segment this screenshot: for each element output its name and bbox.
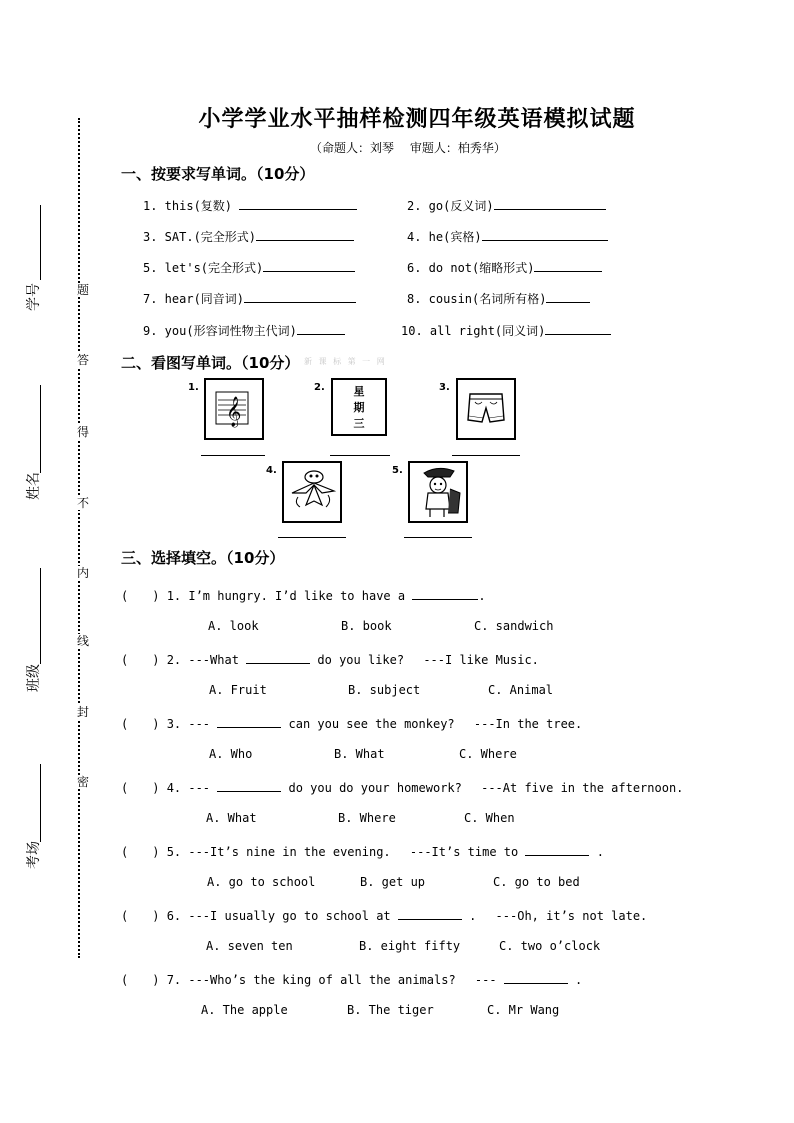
shorts-icon <box>456 378 516 440</box>
s1-item: 8. cousin(名词所有格) <box>407 290 590 307</box>
picture-answer-line[interactable] <box>404 537 472 538</box>
section-1-heading: 一、按要求写单词。（10分） <box>121 165 315 183</box>
answer-blank[interactable] <box>244 290 356 303</box>
answer-blank[interactable] <box>504 971 568 984</box>
section-3-heading: 三、选择填空。（10分） <box>121 549 285 567</box>
seal-char: 得 <box>76 425 89 439</box>
class-blank[interactable] <box>40 568 41 664</box>
question-row: ( ) 2. ---What do you like? ---I like Music. <box>121 653 539 667</box>
option[interactable]: C. two o’clock <box>499 939 601 953</box>
name-label: 姓名 <box>26 472 42 500</box>
name-blank[interactable] <box>40 385 41 473</box>
answer-blank[interactable] <box>217 715 281 728</box>
binding-dotted-line <box>78 118 80 958</box>
answer-blank[interactable] <box>263 259 355 272</box>
option[interactable]: C. Animal <box>488 683 554 697</box>
picture-number: 5. <box>392 465 403 476</box>
answer-blank[interactable] <box>482 228 608 241</box>
seal-char: 封 <box>76 705 89 719</box>
picture-answer-line[interactable] <box>201 455 265 456</box>
answer-paren[interactable]: ( ) <box>121 781 160 795</box>
option[interactable]: C. Where <box>459 747 517 761</box>
picture-answer-line[interactable] <box>452 455 520 456</box>
calendar-text: 期 <box>353 401 365 414</box>
option[interactable]: A. seven ten <box>206 939 293 953</box>
s1-item: 7. hear(同音词) <box>143 290 356 307</box>
option[interactable]: A. Who <box>209 747 253 761</box>
option[interactable]: A. look <box>208 619 259 633</box>
boy-with-hat-icon <box>408 461 468 523</box>
seal-char: 密 <box>76 775 89 789</box>
picture-answer-line[interactable] <box>278 537 346 538</box>
picture-number: 2. <box>314 382 325 393</box>
picture-number: 3. <box>439 382 450 393</box>
answer-blank[interactable] <box>545 322 611 335</box>
answer-blank[interactable] <box>217 779 281 792</box>
option[interactable]: B. subject <box>348 683 421 697</box>
option[interactable]: B. get up <box>360 875 426 889</box>
option[interactable]: A. Fruit <box>209 683 267 697</box>
answer-blank[interactable] <box>256 228 354 241</box>
student-id-label: 学号 <box>26 283 42 311</box>
option[interactable]: A. go to school <box>207 875 316 889</box>
option[interactable]: C. When <box>464 811 515 825</box>
s1-item: 10. all right(同义词) <box>401 322 611 339</box>
option[interactable]: B. eight fifty <box>359 939 461 953</box>
answer-blank[interactable] <box>398 907 462 920</box>
option[interactable]: A. What <box>206 811 257 825</box>
class-label: 班级 <box>26 664 42 692</box>
s1-item: 6. do not(缩略形式) <box>407 259 602 276</box>
exam-room-label: 考场 <box>26 841 42 869</box>
s1-item: 4. he(宾格) <box>407 228 608 245</box>
calendar-text: 三 <box>353 417 365 430</box>
s1-item: 1. this(复数) <box>143 197 357 214</box>
answer-paren[interactable]: ( ) <box>121 973 160 987</box>
question-row: ( ) 1. I’m hungry. I’d like to have a . <box>121 589 486 603</box>
option[interactable]: B. What <box>334 747 385 761</box>
answer-paren[interactable]: ( ) <box>121 589 160 603</box>
seal-char: 题 <box>76 283 89 297</box>
answer-blank[interactable] <box>239 197 357 210</box>
kite-icon <box>282 461 342 523</box>
page-title: 小学学业水平抽样检测四年级英语模拟试题 <box>198 107 636 132</box>
question-row: ( ) 7. ---Who’s the king of all the animals? --- . <box>121 973 583 987</box>
answer-blank[interactable] <box>297 322 345 335</box>
student-id-blank[interactable] <box>40 205 41 280</box>
answer-paren[interactable]: ( ) <box>121 909 160 923</box>
treble-clef-icon <box>204 378 264 440</box>
s1-item: 2. go(反义词) <box>407 197 606 214</box>
answer-paren[interactable]: ( ) <box>121 653 160 667</box>
answer-blank[interactable] <box>525 843 589 856</box>
question-row: ( ) 5. ---It’s nine in the evening. ---It’s time to . <box>121 845 604 859</box>
calendar-icon <box>331 378 387 436</box>
answer-blank[interactable] <box>412 587 478 600</box>
answer-paren[interactable]: ( ) <box>121 845 160 859</box>
answer-blank[interactable] <box>534 259 602 272</box>
option[interactable]: C. go to bed <box>493 875 580 889</box>
answer-blank[interactable] <box>494 197 606 210</box>
s1-item: 9. you(形容词性物主代词) <box>143 322 345 339</box>
calendar-text: 星 <box>353 385 365 398</box>
option[interactable]: C. Mr Wang <box>487 1003 560 1017</box>
option[interactable]: B. Where <box>338 811 396 825</box>
question-row: ( ) 4. --- do you do your homework? ---At five in the afternoon. <box>121 781 684 795</box>
option[interactable]: C. sandwich <box>474 619 554 633</box>
seal-char: 内 <box>76 566 89 580</box>
watermark: 新 课 标 第 一 网 <box>304 357 387 366</box>
seal-char: 不 <box>76 496 89 510</box>
exam-room-blank[interactable] <box>40 764 41 842</box>
question-row: ( ) 6. ---I usually go to school at . ---Oh, it’s not late. <box>121 909 648 923</box>
svg-text:𝄞: 𝄞 <box>226 397 242 427</box>
s1-item: 3. SAT.(完全形式) <box>143 228 354 245</box>
seal-char: 答 <box>76 353 89 367</box>
s1-item: 5. let's(完全形式) <box>143 259 355 276</box>
answer-paren[interactable]: ( ) <box>121 717 160 731</box>
answer-blank[interactable] <box>246 651 310 664</box>
picture-number: 4. <box>266 465 277 476</box>
page-subtitle: （命题人：刘琴 审题人：柏秀华） <box>310 141 506 155</box>
answer-blank[interactable] <box>546 290 590 303</box>
picture-answer-line[interactable] <box>330 455 390 456</box>
question-row: ( ) 3. --- can you see the monkey? ---In the tree. <box>121 717 583 731</box>
option[interactable]: B. book <box>341 619 392 633</box>
section-2-heading: 二、看图写单词。（10分） <box>121 354 300 372</box>
option[interactable]: B. The tiger <box>347 1003 434 1017</box>
seal-char: 线 <box>76 634 89 648</box>
option[interactable]: A. The apple <box>201 1003 288 1017</box>
picture-number: 1. <box>188 382 199 393</box>
